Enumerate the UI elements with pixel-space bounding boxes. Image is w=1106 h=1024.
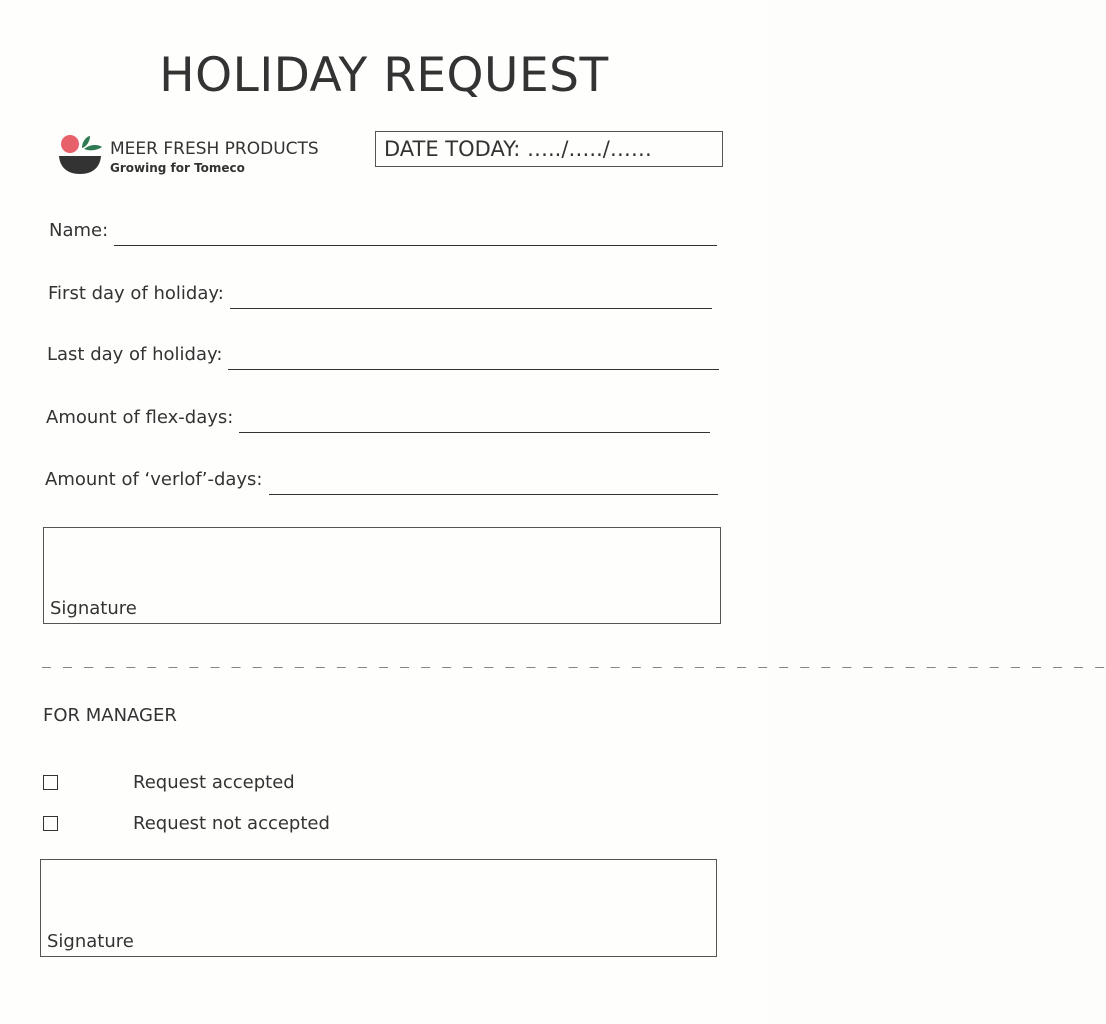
request-accepted-label: Request accepted (133, 772, 295, 793)
date-today-field[interactable]: DATE TODAY: …../…../…… (375, 131, 723, 167)
manager-signature-label: Signature (47, 931, 134, 952)
flex-days-input-line[interactable] (239, 412, 710, 433)
verlof-days-field[interactable] (45, 469, 718, 491)
verlof-days-label: Amount of ‘verlof’-days: (45, 469, 263, 490)
request-accepted-checkbox[interactable] (43, 775, 58, 790)
name-label: Name: (49, 220, 109, 241)
request-not-accepted-checkbox[interactable] (43, 816, 58, 831)
first-day-input-line[interactable] (230, 288, 712, 309)
request-not-accepted-label: Request not accepted (133, 813, 330, 834)
first-day-field[interactable] (48, 283, 712, 305)
employee-signature-label: Signature (50, 598, 137, 619)
request-not-accepted-option[interactable] (43, 813, 443, 837)
name-field[interactable] (49, 220, 717, 242)
last-day-input-line[interactable] (228, 349, 719, 370)
name-input-line[interactable] (114, 225, 717, 246)
manager-signature-box[interactable] (40, 859, 717, 957)
last-day-label: Last day of holiday: (47, 344, 223, 365)
flex-days-label: Amount of flex-days: (46, 407, 234, 428)
company-name: MEER FRESH PRODUCTS (110, 139, 319, 159)
page-title: HOLIDAY REQUEST (159, 48, 609, 103)
cut-line-divider: _ _ _ _ _ _ _ _ _ _ _ _ _ _ _ _ _ _ _ _ _ _ _ _ _ _ _ _ _ _ _ _ _ _ _ _ _ _ _ _ _ _ _ _ _ _ _ _ _ _ _ (42, 650, 1106, 668)
request-accepted-option[interactable] (43, 772, 443, 796)
flex-days-field[interactable] (46, 407, 710, 429)
tomato-leaf-bowl-icon (56, 132, 110, 178)
manager-section-heading: FOR MANAGER (43, 705, 177, 726)
first-day-label: First day of holiday: (48, 283, 224, 304)
employee-signature-box[interactable] (43, 527, 721, 624)
last-day-field[interactable] (47, 344, 719, 366)
company-tagline: Growing for Tomeco (110, 161, 245, 175)
company-logo (56, 132, 356, 180)
verlof-days-input-line[interactable] (269, 474, 719, 495)
